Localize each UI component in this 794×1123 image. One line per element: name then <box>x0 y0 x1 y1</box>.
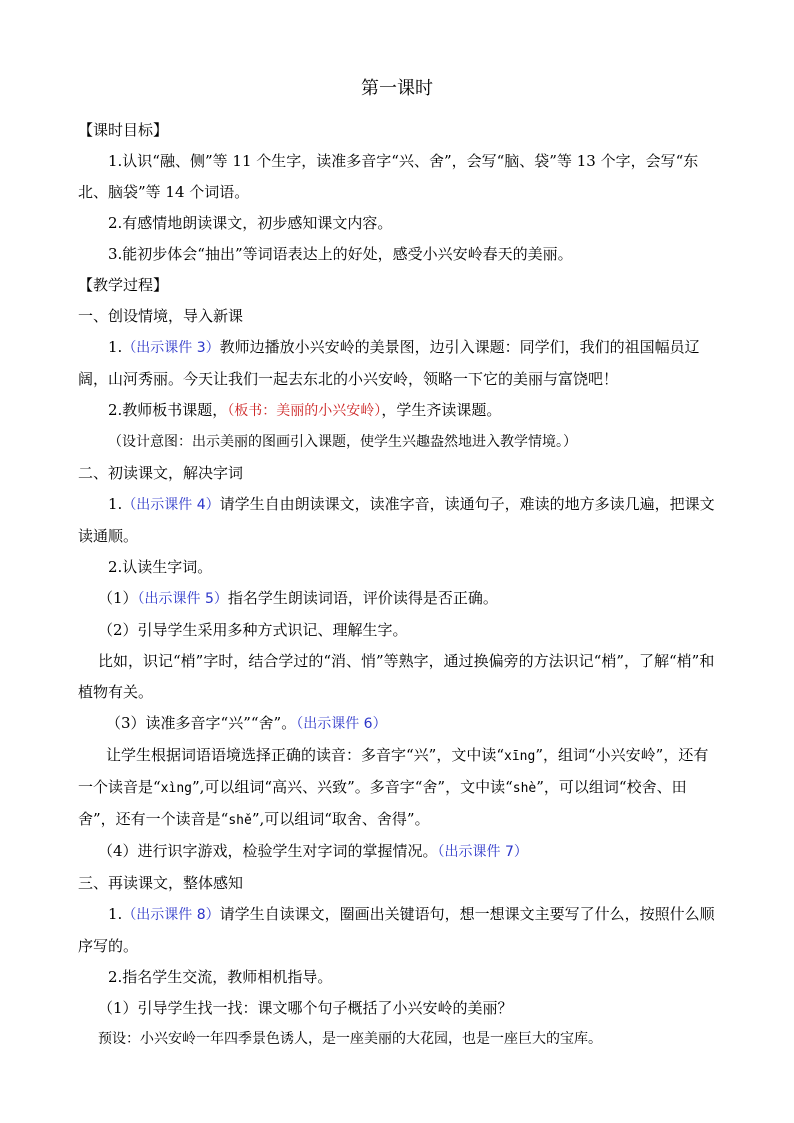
part-2-substep-2-example: 比如，识记“梢”字时，结合学过的“消、悄”等熟字，通过换偏旁的方法识记“梢”，了解“梢”和植物有关。 <box>78 652 715 701</box>
pinyin-xing4: xìng <box>160 781 192 796</box>
part-2-title: 二、初读课文，解决字词 <box>78 464 244 482</box>
design-intent-note: （设计意图：出示美丽的图画引入课题，使学生兴趣盎然地进入教学情境。） <box>108 434 577 450</box>
goals-header: 【课时目标】 <box>78 121 169 139</box>
page-title: 第一课时 <box>361 78 433 99</box>
part-1-step-1 <box>78 332 720 395</box>
substep-number: （1） <box>98 589 138 607</box>
process-header: 【教学过程】 <box>78 276 169 294</box>
goal-1: 1.认识“融、侧”等 11 个生字，读准多音字“兴、舍”，会写“脑、袋”等 13 个字，会写“东北、脑袋”等 14 个词语。 <box>78 152 699 201</box>
part-3-step-2: 2.指名学生交流，教师相机指导。 <box>108 968 333 986</box>
detail-text-e: ”,可以组词“取舍、舍得”。 <box>251 810 430 828</box>
document-body <box>78 115 720 1055</box>
part-2-substep-4 <box>78 836 720 868</box>
part-2-substep-3 <box>78 708 720 740</box>
detail-text-b: ”，组词“小兴安岭”，还有一个读音是“ <box>78 746 709 796</box>
part-2-step-2: 2.认读生字词。 <box>108 558 213 576</box>
step-text: 2.教师板书课题， <box>108 401 228 419</box>
part-3-title: 三、再读课文，整体感知 <box>78 874 244 892</box>
courseware-tag: （出示课件 3） <box>122 340 220 356</box>
detail-text-c: ”,可以组词“高兴、兴致”。多音字“舍”，文中读“ <box>191 778 513 796</box>
step-number: 1. <box>108 495 123 513</box>
part-2-substep-1 <box>78 583 720 615</box>
courseware-tag: （出示课件 5） <box>137 591 228 607</box>
courseware-tag: （出示课件 8） <box>122 907 220 923</box>
part-2-step-1 <box>78 489 720 552</box>
goal-2: 2.有感情地朗读课文，初步感知课文内容。 <box>108 214 393 232</box>
part-3-substep-1: （1）引导学生找一找：课文哪个句子概括了小兴安岭的美丽？ <box>98 999 513 1017</box>
step-number: 1. <box>108 905 123 923</box>
part-3-step-1 <box>78 899 720 962</box>
blackboard-tag: （板书：美丽的小兴安岭） <box>227 403 382 419</box>
step-text-end: ，学生齐读课题。 <box>381 401 502 419</box>
pinyin-xing1: xīng <box>504 749 536 764</box>
preset-answer: 预设：小兴安岭一年四季景色诱人，是一座美丽的大花园，也是一座巨大的宝库。 <box>98 1031 602 1047</box>
detail-text-a: 让学生根据词语语境选择正确的读音：多音字“兴”，文中读“ <box>106 746 505 764</box>
substep-text: 指名学生朗读词语，评价读得是否正确。 <box>227 589 498 607</box>
pinyin-she4: shè <box>512 781 537 796</box>
step-number: 1. <box>108 338 123 356</box>
pinyin-she3: shě <box>228 813 252 828</box>
courseware-tag: （出示课件 4） <box>122 497 220 513</box>
substep-text: （4）进行识字游戏，检验学生对字词的掌握情况。 <box>98 842 438 860</box>
step-text: 请学生自读课文，圈画出关键语句，想一想课文主要写了什么，按照什么顺序写的。 <box>78 905 715 955</box>
substep-text: （3）读准多音字“兴”“舍”。 <box>106 714 297 732</box>
step-text: 教师边播放小兴安岭的美景图，边引入课题：同学们，我们的祖国幅员辽阔，山河秀丽。今天让我们一起去东北的小兴安岭，领略一下它的美丽与富饶吧！ <box>78 338 700 388</box>
part-2-substep-3-detail <box>78 740 720 836</box>
goal-3: 3.能初步体会“抽出”等词语表达上的好处，感受小兴安岭春天的美丽。 <box>108 245 573 263</box>
part-2-substep-2: （2）引导学生采用多种方式识记、理解生字。 <box>98 621 408 639</box>
part-1-title: 一、创设情境，导入新课 <box>78 307 244 325</box>
detail-text-d: ”，可以组词“校舍、田舍”，还有一个读音是“ <box>78 778 687 828</box>
courseware-tag: （出示课件 6） <box>296 716 387 732</box>
step-text: 请学生自由朗读课文，读准字音，读通句子，难读的地方多读几遍，把课文读通顺。 <box>78 495 715 545</box>
part-1-step-2 <box>78 395 720 427</box>
courseware-tag: （出示课件 7） <box>437 844 528 860</box>
